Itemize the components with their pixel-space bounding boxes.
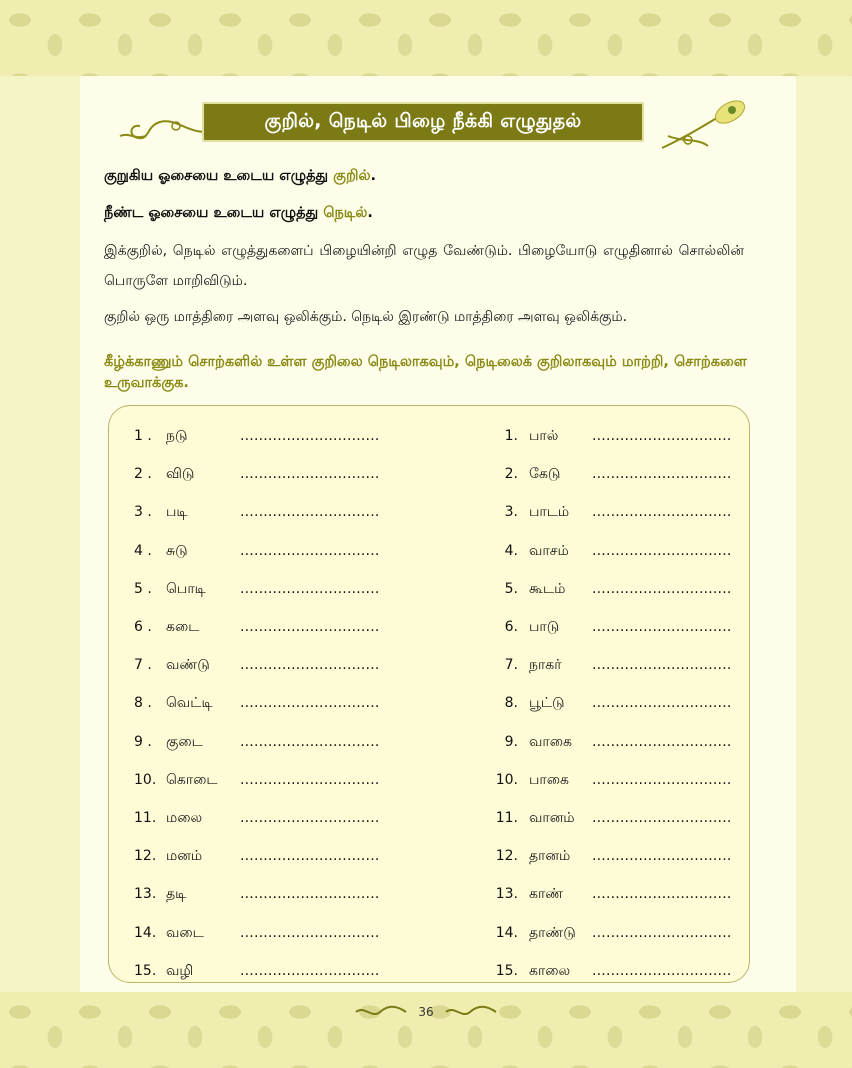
- source-word: கொடை: [166, 771, 218, 788]
- answer-blank[interactable]: ..............................: [240, 657, 380, 674]
- source-word: சுடு: [166, 542, 188, 559]
- definition-kuril: [104, 168, 376, 186]
- item-number: 10.: [495, 771, 518, 788]
- item-number: 4.: [504, 542, 518, 559]
- source-word: படி: [166, 504, 188, 521]
- source-word: வாசம்: [529, 542, 569, 559]
- answer-blank[interactable]: ..............................: [240, 580, 380, 597]
- answer-blank[interactable]: ..............................: [592, 924, 732, 941]
- answer-blank[interactable]: ..............................: [592, 619, 732, 635]
- source-word: பாடம்: [529, 504, 570, 521]
- paragraph-rule: இக்குறில், நெடில் எழுத்துகளைப் பிழையின்றி எழுத வேண்டும். பிழையோடு எழுதினால் சொல்லின் பொருளே மாறிவிடும்.: [104, 243, 744, 289]
- source-word: தானம்: [529, 848, 571, 865]
- source-word: பால்: [529, 428, 559, 444]
- source-word: மலை: [166, 810, 203, 826]
- source-word: பூட்டு: [529, 695, 565, 712]
- answer-blank[interactable]: ..............................: [240, 962, 380, 979]
- item-number: 12.: [134, 848, 157, 865]
- source-word: வானம்: [529, 810, 575, 826]
- answer-blank[interactable]: ..............................: [240, 733, 380, 750]
- item-number: 13.: [495, 886, 518, 903]
- item-number: 13.: [134, 886, 157, 903]
- answer-blank[interactable]: ..............................: [240, 466, 380, 483]
- source-word: கடை: [166, 619, 200, 635]
- answer-blank[interactable]: ..............................: [240, 695, 380, 712]
- item-number: 8.: [504, 695, 518, 712]
- source-word: பொடி: [166, 580, 206, 597]
- answer-blank[interactable]: ..............................: [240, 771, 380, 788]
- exercise-instruction: கீழ்க்காணும் சொற்களில் உள்ள குறிலை நெடிலாகவும், நெடிலைக் குறிலாகவும் மாற்றி, சொற்களை உருவாக்குக.: [104, 354, 747, 391]
- item-number: 1 .: [134, 428, 152, 444]
- left-margin: [0, 76, 80, 992]
- answer-blank[interactable]: ..............................: [240, 810, 380, 826]
- definition-kuril-suffix: .: [370, 168, 376, 184]
- source-word: வண்டு: [166, 657, 210, 674]
- answer-blank[interactable]: ..............................: [592, 695, 732, 712]
- source-word: மனம்: [166, 848, 203, 865]
- source-word: நாகர்: [529, 657, 562, 674]
- item-number: 15.: [495, 962, 518, 979]
- item-number: 11.: [134, 810, 157, 826]
- item-number: 9 .: [134, 733, 152, 750]
- answer-blank[interactable]: ..............................: [592, 848, 732, 865]
- item-number: 14.: [495, 924, 518, 941]
- item-number: 9.: [504, 733, 518, 750]
- peacock-feather-ornament-icon: [658, 96, 750, 152]
- item-number: 12.: [495, 848, 518, 865]
- source-word: வெட்டி: [166, 695, 213, 712]
- top-decorative-band: [0, 0, 852, 76]
- answer-blank[interactable]: ..............................: [592, 504, 732, 521]
- item-number: 3.: [504, 504, 518, 521]
- item-number: 6 .: [134, 619, 152, 635]
- item-number: 10.: [134, 771, 157, 788]
- answer-blank[interactable]: ..............................: [592, 657, 732, 674]
- answer-blank[interactable]: ..............................: [240, 924, 380, 941]
- source-word: விடு: [166, 466, 195, 483]
- page-title: குறில், நெடில் பிழை நீக்கி எழுதுதல்: [202, 102, 644, 142]
- answer-blank[interactable]: ..............................: [592, 580, 732, 597]
- item-number: 7.: [504, 657, 518, 674]
- source-word: பாகை: [529, 771, 569, 788]
- source-word: பாடு: [529, 619, 560, 635]
- answer-blank[interactable]: ..............................: [240, 504, 380, 521]
- item-number: 6.: [504, 619, 518, 635]
- answer-blank[interactable]: ..............................: [240, 848, 380, 865]
- answer-blank[interactable]: ..............................: [592, 962, 732, 979]
- item-number: 11.: [495, 810, 518, 826]
- answer-blank[interactable]: ..............................: [240, 542, 380, 559]
- item-number: 2 .: [134, 466, 152, 483]
- footer-ornament-right-icon: [444, 1005, 498, 1019]
- item-number: 5.: [504, 580, 518, 597]
- source-word: காண்: [529, 886, 564, 903]
- source-word: நடு: [166, 428, 188, 444]
- term-kuril: குறில்: [333, 168, 371, 184]
- answer-blank[interactable]: ..............................: [592, 810, 732, 826]
- item-number: 15.: [134, 962, 157, 979]
- definition-kuril-prefix: குறுகிய ஓசையை உடைய எழுத்து: [104, 168, 334, 184]
- source-word: தடி: [166, 886, 187, 903]
- scroll-ornament-left-icon: [116, 110, 208, 146]
- item-number: 2.: [504, 466, 518, 483]
- item-number: 1.: [504, 428, 518, 444]
- item-number: 7 .: [134, 657, 152, 674]
- item-number: 3 .: [134, 504, 152, 521]
- answer-blank[interactable]: ..............................: [240, 619, 380, 635]
- definition-nedil-suffix: .: [367, 205, 373, 221]
- answer-blank[interactable]: ..............................: [592, 542, 732, 559]
- source-word: கேடு: [529, 466, 561, 483]
- answer-blank[interactable]: ..............................: [592, 466, 732, 483]
- page-footer: [0, 1000, 852, 1024]
- source-word: தாண்டு: [529, 924, 576, 941]
- item-number: 14.: [134, 924, 157, 941]
- footer-ornament-left-icon: [354, 1005, 408, 1019]
- answer-blank[interactable]: ..............................: [592, 428, 732, 444]
- answer-blank[interactable]: ..............................: [240, 886, 380, 903]
- definition-nedil-prefix: நீண்ட ஓசையை உடைய எழுத்து: [104, 205, 324, 221]
- answer-blank[interactable]: ..............................: [240, 428, 380, 444]
- paragraph-matra: குறில் ஒரு மாத்திரை அளவு ஒலிக்கும். நெடில் இரண்டு மாத்திரை அளவு ஒலிக்கும்.: [104, 309, 628, 325]
- answer-blank[interactable]: ..............................: [592, 733, 732, 750]
- item-number: 8 .: [134, 695, 152, 712]
- source-word: காலை: [529, 962, 571, 979]
- title-banner: [110, 96, 750, 160]
- source-word: வழி: [166, 962, 194, 979]
- definition-nedil: [104, 205, 373, 223]
- answer-blank[interactable]: ..............................: [592, 771, 732, 788]
- item-number: 4 .: [134, 542, 152, 559]
- term-nedil: நெடில்: [323, 205, 368, 221]
- source-word: வாகை: [529, 733, 572, 750]
- source-word: கூடம்: [529, 580, 566, 597]
- page-number: 36: [418, 1005, 434, 1019]
- source-word: குடை: [166, 733, 203, 750]
- source-word: வடை: [166, 924, 204, 941]
- answer-blank[interactable]: ..............................: [592, 886, 732, 903]
- right-margin: [796, 76, 852, 992]
- item-number: 5 .: [134, 580, 152, 597]
